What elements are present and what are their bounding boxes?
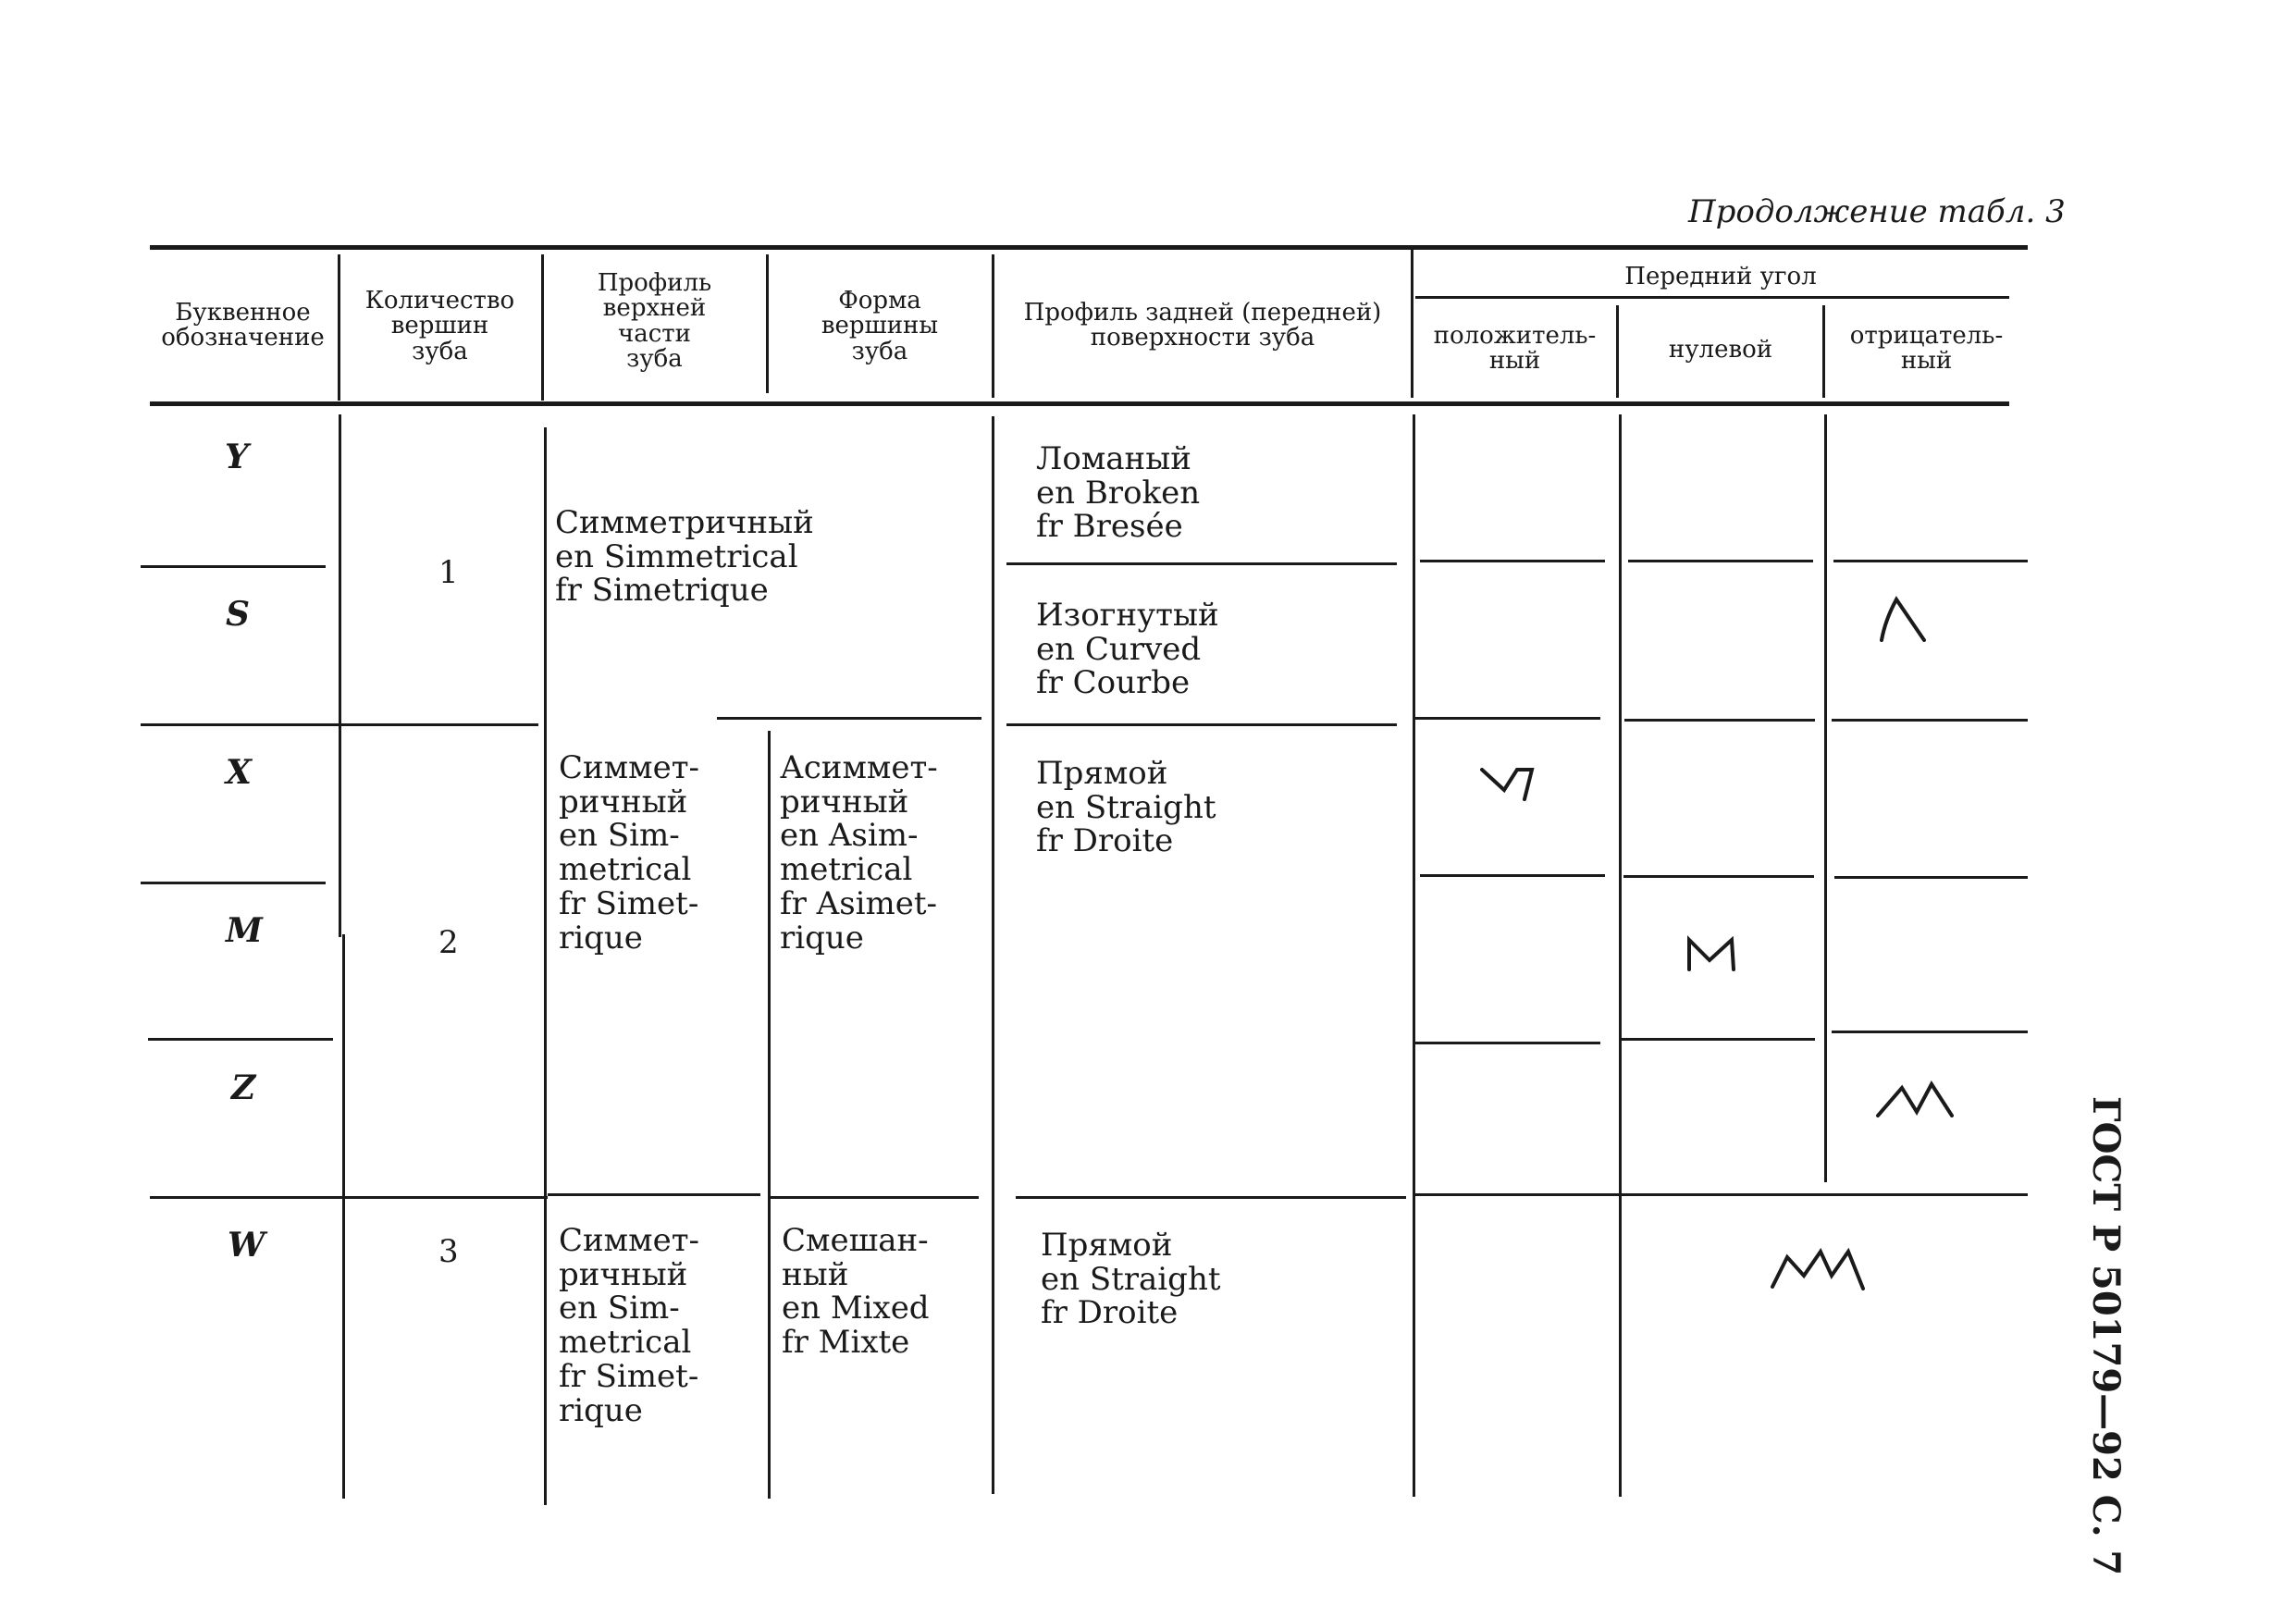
header-letter: Буквенное обозначение (161, 299, 325, 352)
tooth-m-zero-icon (1682, 932, 1747, 979)
column-rule (541, 254, 544, 401)
letter-m: M (226, 911, 263, 950)
cell-straight-2: Прямой en Straight fr Droite (1036, 755, 1216, 860)
cell-symmetrical-wide: Симметричный en Simmetrical fr Simetrique (555, 504, 814, 610)
row-rule (1415, 1193, 2028, 1196)
row-rule (150, 1196, 548, 1199)
cell-mixed-3: Смешан- ный en Mixed fr Mixte (782, 1222, 930, 1362)
column-rule (339, 414, 341, 937)
column-rule (992, 416, 994, 1494)
header-negative: отрицатель- ный (1849, 322, 2004, 376)
row-rule (1832, 1031, 2028, 1033)
row-rule (548, 1193, 760, 1196)
letter-x: X (226, 753, 252, 792)
tooth-curved-negative-icon (1876, 592, 1932, 648)
row-rule (1623, 875, 1814, 878)
cell-asymmetrical-2: Асиммет- ричный en Asim- metrical fr Asimet- rique (780, 749, 938, 957)
column-rule (1413, 414, 1415, 1497)
header-bottom-rule (150, 401, 2009, 406)
column-rule (342, 934, 345, 1499)
count-2: 2 (438, 924, 459, 961)
row-rule (141, 882, 326, 884)
row-rule (1624, 719, 1815, 722)
row-rule (1006, 723, 1397, 726)
header-tip-shape: Форма вершины зуба (821, 287, 939, 365)
column-rule (544, 427, 547, 1505)
row-rule (717, 717, 981, 720)
cell-straight-3: Прямой en Straight fr Droite (1041, 1227, 1221, 1332)
header-top-profile: Профиль верхней части зуба (597, 269, 712, 373)
cell-symmetrical-3: Симмет- ричный en Sim- metrical fr Simet- rique (559, 1222, 699, 1429)
row-rule (1415, 717, 1600, 720)
letter-y: Y (225, 438, 249, 476)
cell-broken: Ломаный en Broken fr Bresée (1036, 440, 1201, 546)
tooth-w-triple-icon (1767, 1244, 1869, 1300)
header-count: Количество вершин зуба (364, 287, 515, 365)
column-rule (768, 731, 771, 1499)
row-rule (1420, 560, 1605, 562)
column-rule (1824, 414, 1827, 1182)
column-rule (766, 254, 769, 393)
row-rule (1621, 1038, 1815, 1041)
row-rule (770, 1196, 979, 1199)
row-rule (1016, 1196, 1406, 1199)
table-caption: Продолжение табл. 3 (1688, 193, 2066, 230)
column-rule (1619, 414, 1622, 1497)
column-rule (1822, 305, 1825, 398)
row-rule (1006, 562, 1397, 565)
letter-z: Z (231, 1068, 256, 1107)
header-zero: нулевой (1668, 336, 1773, 364)
column-rule (992, 254, 994, 398)
row-rule (1833, 560, 2028, 562)
letter-s: S (226, 595, 250, 634)
header-back-profile: Профиль задней (передней) поверхности зуба (1023, 299, 1382, 352)
cell-curved: Изогнутый en Curved fr Courbe (1036, 597, 1219, 702)
cell-symmetrical-2: Симмет- ричный en Sim- metrical fr Simet- rique (559, 749, 699, 957)
row-rule (1420, 874, 1605, 877)
tooth-x-positive-icon (1476, 764, 1541, 810)
column-rule (1411, 250, 1413, 398)
tooth-z-negative-icon (1874, 1079, 1957, 1125)
row-rule (1415, 1042, 1600, 1044)
header-rake-angle: Передний угол (1624, 263, 1817, 290)
row-rule (1834, 876, 2028, 879)
row-rule (1832, 719, 2028, 722)
row-rule (148, 1038, 333, 1041)
document-side-label: ГОСТ Р 50179—92 С. 7 (2084, 1096, 2128, 1576)
letter-w: W (228, 1226, 265, 1265)
count-1: 1 (438, 554, 459, 591)
count-3: 3 (438, 1233, 459, 1270)
header-positive: положитель- ный (1433, 322, 1597, 376)
table-top-rule (150, 245, 2028, 250)
rake-angle-header-rule (1415, 296, 2009, 299)
row-rule (141, 565, 326, 568)
row-rule (1628, 560, 1813, 562)
column-rule (1616, 305, 1619, 398)
